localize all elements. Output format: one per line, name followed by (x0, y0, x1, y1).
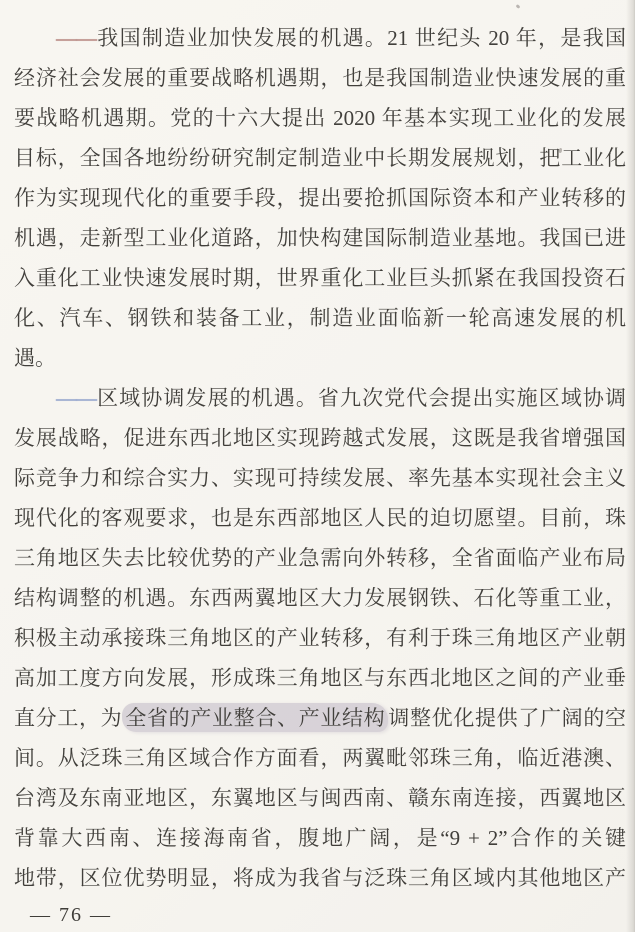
paragraph-manufacturing-opportunity (14, 18, 626, 378)
scan-speck (516, 4, 521, 9)
highlighter-mark: 全省的产业整合、产业结构 (122, 703, 388, 732)
em-dash: —— (56, 386, 96, 410)
text-segment: 我国制造业加快发展的机遇。21 世纪头 20 年，是我国 (96, 26, 626, 50)
text-line (14, 18, 626, 58)
text-line: 地带，区位优势明显，将成为我省与泛珠三角区域内其他地区产 (14, 866, 626, 890)
page-number: — 76 — (30, 904, 112, 926)
text-line: 三角地区失去比较优势的产业急需向外转移，全省面临产业布局 (14, 546, 626, 570)
text-line: 间。从泛珠三角区域合作方面看，两翼毗邻珠三角，临近港澳、 (14, 746, 626, 770)
text-line: 现代化的客观要求，也是东西部地区人民的迫切愿望。目前，珠 (14, 506, 626, 530)
paragraph-regional-coordination-opportunity (14, 378, 626, 898)
text-line: 高加工度方向发展，形成珠三角地区与东西北地区之间的产业垂 (14, 666, 626, 690)
text-line: 要战略机遇期。党的十六大提出 2020 年基本实现工业化的发展 (14, 106, 626, 130)
right-edge-scan-shadow (626, 0, 635, 932)
text-line (14, 378, 626, 418)
text-line: 化、汽车、钢铁和装备工业，制造业面临新一轮高速发展的机 (14, 306, 626, 330)
text-line: 发展战略，促进东西北地区实现跨越式发展，这既是我省增强国 (14, 426, 626, 450)
text-segment: 调整优化提供了广阔的空 (388, 706, 627, 730)
text-line: 目标，全国各地纷纷研究制定制造业中长期发展规划，把工业化 (14, 146, 626, 170)
text-line: 台湾及东南亚地区，东翼地区与闽西南、赣东南连接，西翼地区 (14, 786, 626, 810)
text-line: 机遇，走新型工业化道路，加快构建国际制造业基地。我国已进 (14, 226, 626, 250)
text-line: 积极主动承接珠三角地区的产业转移，有利于珠三角地区产业朝 (14, 626, 626, 650)
text-segment: 直分工，为 (14, 706, 123, 730)
text-line-with-highlight (14, 698, 626, 738)
text-line: 背靠大西南、连接海南省，腹地广阔，是“9 + 2”合作的关键 (14, 826, 626, 850)
text-segment: 区域协调发展的机遇。省九次党代会提出实施区域协调 (96, 386, 626, 410)
text-line: 作为实现现代化的重要手段，提出要抢抓国际资本和产业转移的 (14, 186, 626, 210)
text-line: 遇。 (14, 346, 56, 370)
em-dash: —— (56, 26, 96, 50)
text-line: 际竞争力和综合实力、实现可持续发展、率先基本实现社会主义 (14, 466, 626, 490)
text-line: 入重化工业快速发展时期，世界重化工业巨头抓紧在我国投资石 (14, 266, 626, 290)
text-block (14, 18, 626, 898)
text-line: 结构调整的机遇。东西两翼地区大力发展钢铁、石化等重工业， (14, 586, 626, 610)
text-line: 经济社会发展的重要战略机遇期，也是我国制造业快速发展的重 (14, 66, 626, 90)
